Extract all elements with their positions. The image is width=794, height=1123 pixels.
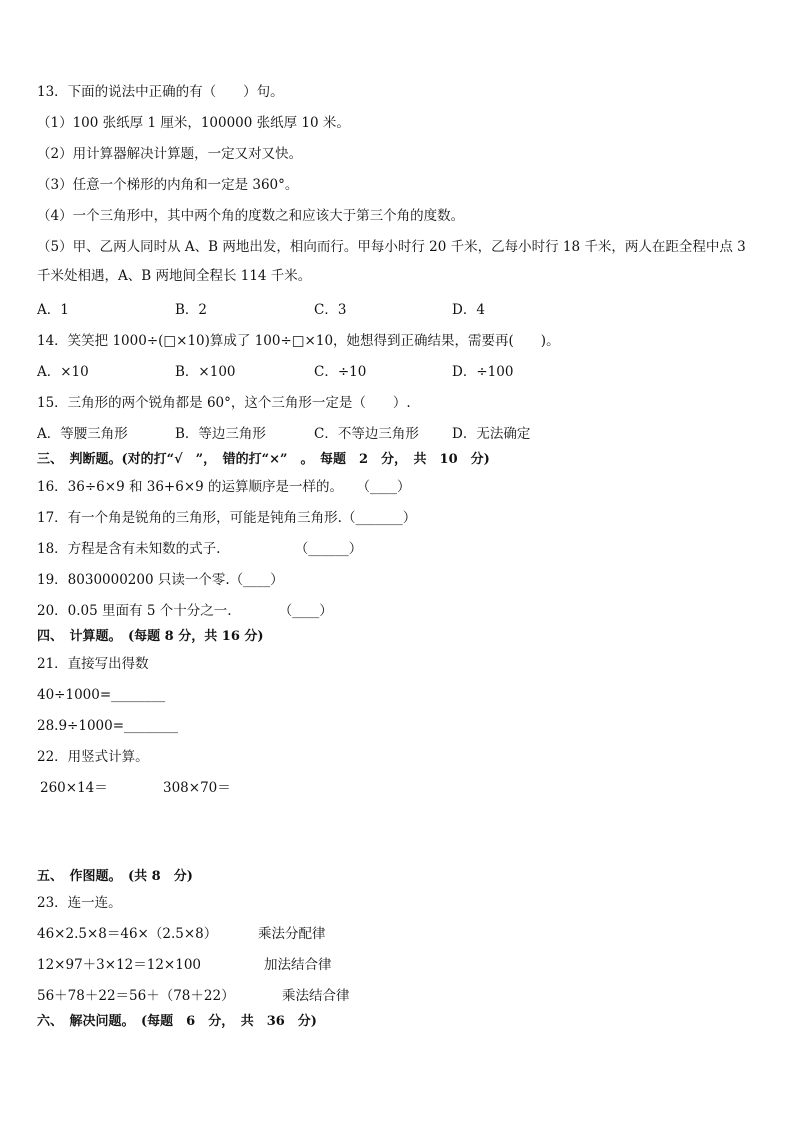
section-5-heading: 五、 作图题。 (共 8 分) bbox=[37, 869, 193, 884]
q14-option-b: B．×100 bbox=[175, 364, 236, 380]
q14-option-a: A．×10 bbox=[37, 364, 89, 380]
q13-option-c: C．3 bbox=[314, 302, 347, 318]
section-6-heading: 六、 解决问题。 (每题 6 分， 共 36 分) bbox=[37, 1014, 317, 1029]
q23-right-1: 乘法分配律 bbox=[258, 926, 326, 942]
section-4-heading: 四、 计算题。 (每题 8 分，共 16 分) bbox=[37, 629, 264, 644]
q23-stem: 23．连一连。 bbox=[37, 895, 122, 911]
q15-option-b: B．等边三角形 bbox=[175, 426, 266, 442]
q19: 19．8030000200 只读一个零.（____） bbox=[37, 572, 284, 588]
q18: 18．方程是含有未知数的式子. （______） bbox=[37, 541, 363, 557]
q21-stem: 21．直接写出得数 bbox=[37, 656, 149, 672]
q14-stem: 14．笑笑把 1000÷(□×10)算成了 100÷□×10，她想得到正确结果，需要再( )。 bbox=[37, 333, 560, 349]
q17: 17．有一个角是锐角的三角形，可能是钝角三角形.（_______） bbox=[37, 510, 417, 526]
q23-right-2: 加法结合律 bbox=[264, 957, 332, 973]
q14-option-c: C．÷10 bbox=[314, 364, 367, 380]
q15-option-d: D．无法确定 bbox=[452, 426, 531, 442]
q13-option-d: D．4 bbox=[452, 302, 485, 318]
q13-option-b: B．2 bbox=[175, 302, 208, 318]
q22-item-b: 308×70＝ bbox=[163, 780, 231, 796]
q13-statement-4: （4）一个三角形中，其中两个角的度数之和应该大于第三个角的度数。 bbox=[37, 208, 465, 224]
q23-left-2: 12×97＋3×12＝12×100 bbox=[37, 957, 202, 973]
section-3-heading: 三、 判断题。(对的打“√ ”， 错的打“×” 。 每题 2 分， 共 10 分) bbox=[37, 452, 490, 467]
q20: 20．0.05 里面有 5 个十分之一. （____） bbox=[37, 603, 333, 619]
q13-statement-2: （2）用计算器解决计算题，一定又对又快。 bbox=[37, 146, 303, 162]
q21-item-a: 40÷1000=________ bbox=[37, 687, 166, 703]
q13-stem: 13．下面的说法中正确的有（ ）句。 bbox=[37, 84, 284, 100]
q13-statement-1: （1）100 张纸厚 1 厘米，100000 张纸厚 10 米。 bbox=[37, 115, 350, 131]
q22-item-a: 260×14＝ bbox=[40, 780, 108, 796]
q22-stem: 22．用竖式计算。 bbox=[37, 749, 149, 765]
q23-left-3: 56＋78＋22＝56＋（78＋22） bbox=[37, 988, 235, 1004]
q16: 16．36÷6×9 和 36+6×9 的运算顺序是一样的。 （____） bbox=[37, 479, 411, 495]
q21-item-b: 28.9÷1000=________ bbox=[37, 718, 179, 734]
q23-left-1: 46×2.5×8＝46×（2.5×8） bbox=[37, 926, 218, 942]
q15-stem: 15．三角形的两个锐角都是 60°，这个三角形一定是（ ）. bbox=[37, 395, 411, 411]
q15-option-a: A．等腰三角形 bbox=[37, 426, 128, 442]
q13-option-a: A．1 bbox=[37, 302, 69, 318]
q23-right-3: 乘法结合律 bbox=[282, 988, 350, 1004]
q15-option-c: C．不等边三角形 bbox=[314, 426, 419, 442]
q13-statement-5: （5）甲、乙两人同时从 A、B 两地出发，相向而行。甲每小时行 20 千米，乙每小时行 18 千米，两人在距全程中点 3 千米处相遇，A、B 两地间全程长 114 千米。 bbox=[37, 239, 746, 284]
q13-statement-3: （3）任意一个梯形的内角和一定是 360°。 bbox=[37, 177, 299, 193]
q14-option-d: D．÷100 bbox=[452, 364, 514, 380]
